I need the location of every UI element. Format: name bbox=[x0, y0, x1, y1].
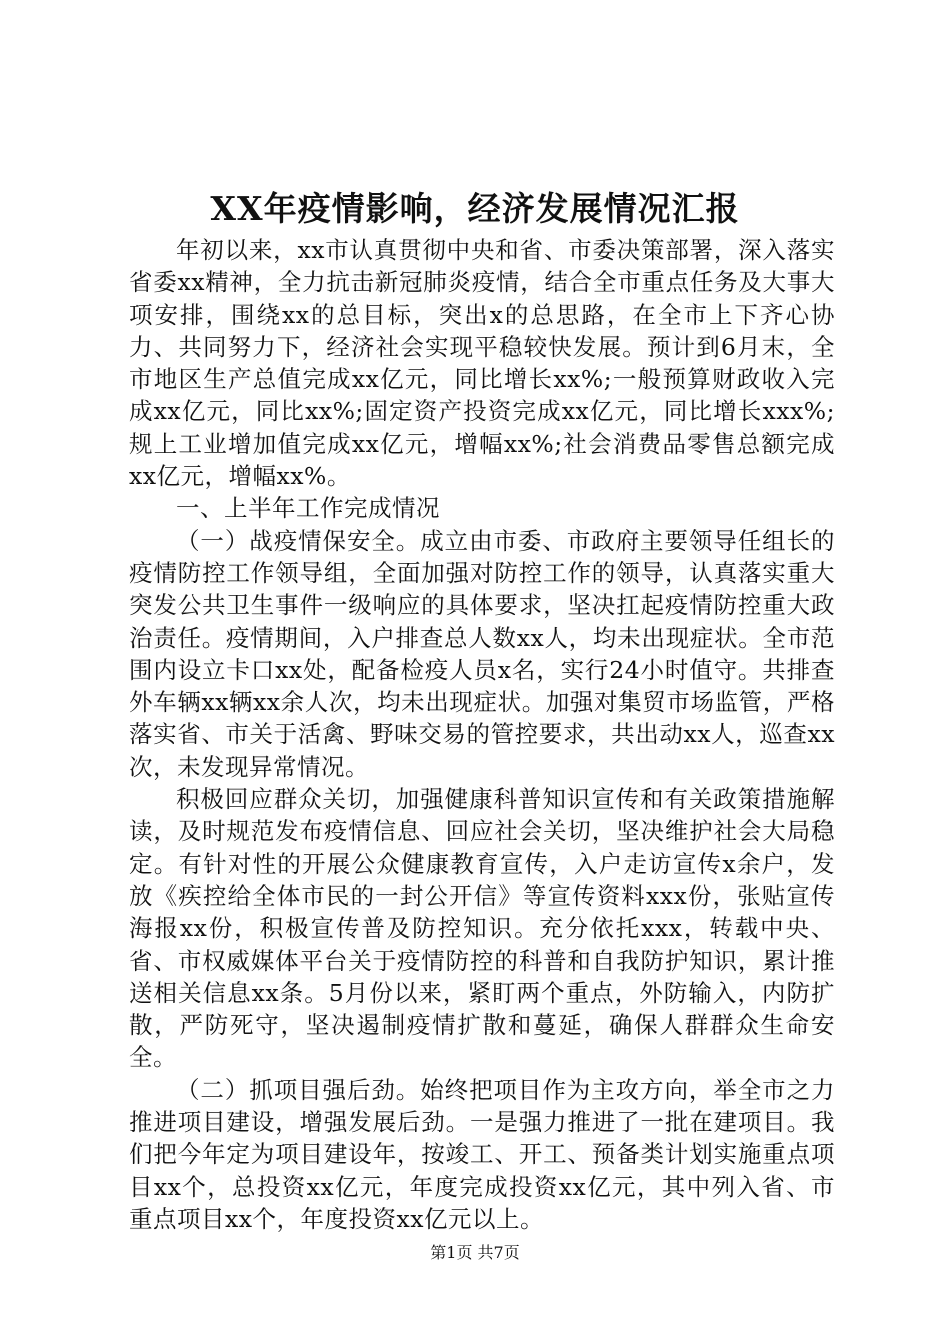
paragraph-epidemic-control: （一）战疫情保安全。成立由市委、市政府主要领导任组长的疫情防控工作领导组，全面加强对防控工作的领导，认真落实重大突发公共卫生事件一级响应的具体要求，坚决扛起疫情防控重大政治责任。疫情期间，入户排查总人数xx人，均未出现症状。全市范围内设立卡口xx处，配备检疫人员x名，实行24小时值守。共排查外车辆xx辆xx余人次，均未出现症状。加强对集贸市场监管，严格落实省、市关于活禽、野味交易的管控要求，共出动xx人，巡查xx次，未发现异常情况。 bbox=[129, 526, 835, 781]
section-heading: 一、上半年工作完成情况 bbox=[176, 494, 440, 523]
document-body bbox=[129, 234, 835, 1235]
paragraph-public-response: 积极回应群众关切，加强健康科普知识宣传和有关政策措施解读，及时规范发布疫情信息、回应社会关切，坚决维护社会大局稳定。有针对性的开展公众健康教育宣传，入户走访宣传x余户，发放《疾控给全体市民的一封公开信》等宣传资料xxx份，张贴宣传海报xx份，积极宣传普及防控知识。充分依托xxx，转载中央、省、市权威媒体平台关于疫情防控的科普和自我防护知识，累计推送相关信息xx条。5月份以来，紧盯两个重点，外防输入，内防扩散，严防死守，坚决遏制疫情扩散和蔓延，确保人群群众生命安全。 bbox=[129, 785, 835, 1072]
paragraph-projects: （二）抓项目强后劲。始终把项目作为主攻方向，举全市之力推进项目建设，增强发展后劲。一是强力推进了一批在建项目。我们把今年定为项目建设年，按竣工、开工、预备类计划实施重点项目xx个，总投资xx亿元，年度完成投资xx亿元，其中列入省、市重点项目xx个，年度投资xx亿元以上。 bbox=[129, 1075, 835, 1233]
paragraph-intro: 年初以来，xx市认真贯彻中央和省、市委决策部署，深入落实省委xx精神，全力抗击新冠肺炎疫情，结合全市重点任务及大事大项安排，围绕xx的总目标，突出x的总思路，在全市上下齐心协力、共同努力下，经济社会实现平稳较快发展。预计到6月末，全市地区生产总值完成xx亿元，同比增长xx%;一般预算财政收入完成xx亿元，同比xx%;固定资产投资完成xx亿元，同比增长xxx%;规上工业增加值完成xx亿元，增幅xx%;社会消费品零售总额完成xx亿元，增幅xx%。 bbox=[129, 236, 835, 491]
page-footer: 第1页 共7页 bbox=[430, 1243, 520, 1262]
document-title: XX年疫情影响，经济发展情况汇报 bbox=[210, 189, 740, 228]
